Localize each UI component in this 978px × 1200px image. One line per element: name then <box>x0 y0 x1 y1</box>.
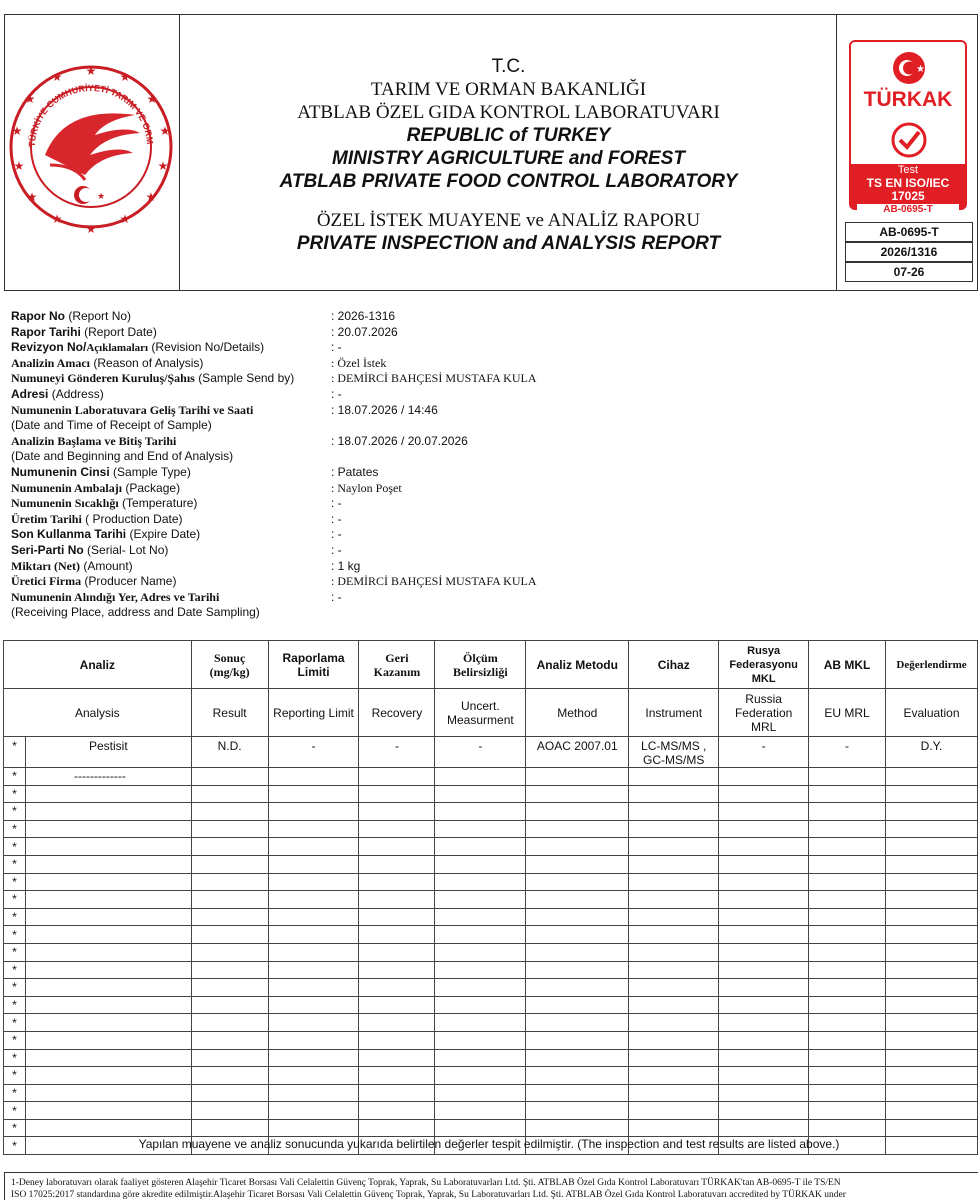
svg-text:★: ★ <box>145 190 157 204</box>
ministry-en: MINISTRY AGRICULTURE and FOREST <box>332 148 685 169</box>
col-header-en: Russia Federation MRL <box>719 689 809 737</box>
svg-text:★: ★ <box>51 70 63 84</box>
svg-text:★: ★ <box>97 192 106 202</box>
info-row: Numunenin Sıcaklığı (Temperature) : - <box>11 496 342 511</box>
cell-result: N.D. <box>191 737 268 768</box>
svg-text:★: ★ <box>146 92 158 106</box>
info-row: Adresi (Address) : - <box>11 386 342 401</box>
svg-text:★: ★ <box>13 159 25 173</box>
ministry-tr: TARIM VE ORMAN BAKANLIĞI <box>370 79 647 100</box>
svg-text:★: ★ <box>11 124 23 138</box>
turkak-logo <box>849 40 967 215</box>
col-header: AB MKL <box>809 641 886 689</box>
cell-analysis: Pestisit <box>25 737 191 768</box>
svg-text:★: ★ <box>119 212 131 226</box>
check-icon <box>889 120 929 160</box>
table-row: * <box>4 1102 978 1120</box>
table-row: * <box>4 1137 978 1155</box>
report-title-en: PRIVATE INSPECTION and ANALYSIS REPORT <box>296 233 721 254</box>
info-row: Analizin Başlama ve Bitiş Tarihi : 18.07.2026 / 20.07.2026 <box>11 433 468 448</box>
col-header-en: Instrument <box>629 689 719 737</box>
table-row: * <box>4 873 978 891</box>
info-row: Seri-Parti No (Serial- Lot No) : - <box>11 542 342 557</box>
info-row: Son Kullanma Tarihi (Expire Date) : - <box>11 527 342 542</box>
svg-text:★: ★ <box>24 92 36 106</box>
turkak-standard: TS EN ISO/IEC 17025 <box>866 176 950 203</box>
col-header: Analiz <box>4 641 192 689</box>
table-row: * <box>4 926 978 944</box>
turkak-code: AB-0695-T <box>857 204 959 215</box>
table-row: * <box>4 785 978 803</box>
info-row: Numunenin Cinsi (Sample Type) : Patates <box>11 464 379 479</box>
info-row: (Date and Beginning and End of Analysis) <box>11 449 234 464</box>
header-row-tr <box>4 641 978 689</box>
col-header-en: Recovery <box>359 689 435 737</box>
table-row: * <box>4 943 978 961</box>
table-row: * <box>4 891 978 909</box>
cell-method: AOAC 2007.01 <box>526 737 629 768</box>
svg-text:★: ★ <box>916 64 925 75</box>
info-row: Revizyon No/Açıklamaları (Revision No/Details) : - <box>11 340 342 355</box>
table-row: * <box>4 1067 978 1085</box>
svg-text:★: ★ <box>119 70 131 84</box>
col-header: Analiz Metodu <box>526 641 629 689</box>
table-row: * <box>4 908 978 926</box>
svg-text:★: ★ <box>157 159 169 173</box>
report-title-tr: ÖZEL İSTEK MUAYENE ve ANALİZ RAPORU <box>316 210 701 231</box>
sample-info <box>11 309 971 621</box>
svg-text:★: ★ <box>159 124 171 138</box>
header-row-en <box>4 689 978 737</box>
col-header-en: Method <box>526 689 629 737</box>
table-row: * Pestisit N.D. - - - AOAC 2007.01 LC-MS/MS , GC-MS/MS - - D.Y. <box>4 737 978 768</box>
header-titles <box>181 15 836 290</box>
turkak-test: Test <box>897 164 919 176</box>
seal-text: TÜRKİYE CUMHURİYETİ TARIM VE ORM <box>26 82 156 148</box>
info-row: Rapor Tarihi (Report Date) : 20.07.2026 <box>11 324 398 339</box>
col-header-en: EU MRL <box>809 689 886 737</box>
tc-title: T.C. <box>491 56 526 77</box>
col-header: Rusya Federasyonu MKL <box>719 641 809 689</box>
col-header-en: Evaluation <box>886 689 978 737</box>
turkak-band <box>851 164 965 215</box>
col-header-en: Result <box>191 689 268 737</box>
info-row: Numuneyi Gönderen Kuruluş/Şahıs (Sample Send by) : DEMİRCİ BAHÇESİ MUSTAFA KULA <box>11 371 537 386</box>
col-header: Geri Kazanım <box>359 641 435 689</box>
cell-instrument: LC-MS/MS , GC-MS/MS <box>629 737 719 768</box>
empty-rows <box>4 785 978 1154</box>
accreditation-footer <box>4 1172 978 1200</box>
table-row: * <box>4 996 978 1014</box>
info-row: Üretim Tarihi ( Production Date) : - <box>11 511 342 526</box>
col-header: Cihaz <box>629 641 719 689</box>
table-row: * ------------- <box>4 768 978 786</box>
results-table <box>3 640 978 1155</box>
svg-text:★: ★ <box>85 64 97 78</box>
info-row: Üretici Firma (Producer Name) : DEMİRCİ BAHÇESİ MUSTAFA KULA <box>11 574 537 589</box>
info-row: Rapor No (Report No) : 2026-1316 <box>11 309 396 323</box>
info-row: Numunenin Alındığı Yer, Adres ve Tarihi : - <box>11 589 342 604</box>
ministry-seal-icon <box>5 15 180 290</box>
col-header-en: Analysis <box>4 689 192 737</box>
lab-en: ATBLAB PRIVATE FOOD CONTROL LABORATORY <box>279 171 738 192</box>
report-header <box>4 14 978 291</box>
info-row: Numunenin Ambalajı (Package) : Naylon Poşet <box>11 480 402 495</box>
code-box-accreditation: AB-0695-T <box>845 222 973 242</box>
accreditation-cell <box>836 15 978 290</box>
info-row: Numunenin Laboratuvara Geliş Tarihi ve Saati : 18.07.2026 / 14:46 <box>11 402 438 417</box>
table-row: * <box>4 1084 978 1102</box>
footer-line: 1-Deney laboratuvarı olarak faaliyet gösteren Alaşehir Ticaret Borsası Vali Celalettin Güvenç Toprak, Yaprak, Su Laboratuvarları Ltd. Şti. ATBLAB Özel Gıda Kontrol Laboratuvarı TÜRKAK'tan AB-0695-T ile TS/EN <box>11 1178 841 1188</box>
table-row: * <box>4 1014 978 1032</box>
col-header: Ölçüm Belirsizliği <box>435 641 526 689</box>
info-row: (Receiving Place, address and Date Sampling) <box>11 605 260 620</box>
republic-en: REPUBLIC of TURKEY <box>406 125 611 146</box>
svg-text:★: ★ <box>85 222 97 236</box>
cell-evaluation: D.Y. <box>886 737 978 768</box>
table-row: * <box>4 961 978 979</box>
table-row: * <box>4 803 978 821</box>
table-row: * <box>4 1049 978 1067</box>
code-box-report: 2026/1316 <box>845 242 973 262</box>
lab-tr: ATBLAB ÖZEL GIDA KONTROL LABORATUVARI <box>297 102 720 123</box>
info-row: (Date and Time of Receipt of Sample) <box>11 418 212 433</box>
footer-line: ISO 17025:2017 standardına göre akredite edilmiştir.Alaşehir Ticaret Borsası Vali Celalettin Güvenç Toprak, Yaprak, Su Laboratuvarları Ltd. Şti. ATBLAB Özel Gıda Kontrol Laboratuvarı accredited by TÜRKAK under <box>11 1190 846 1200</box>
col-header: Raporlama Limiti <box>268 641 359 689</box>
col-header-en: Uncert. Measurment <box>435 689 526 737</box>
table-row: * <box>4 1119 978 1137</box>
table-row: * <box>4 1031 978 1049</box>
ministry-seal-cell <box>5 15 180 290</box>
col-header: Sonuç (mg/kg) <box>191 641 268 689</box>
table-row: * <box>4 855 978 873</box>
col-header: Değerlendirme <box>886 641 978 689</box>
info-row: Miktarı (Net) (Amount) : 1 kg <box>11 558 361 573</box>
code-box-revision: 07-26 <box>845 262 973 282</box>
table-row: * <box>4 838 978 856</box>
table-row: * <box>4 979 978 997</box>
col-header-en: Reporting Limit <box>268 689 359 737</box>
results-footnote: Yapılan muayene ve analiz sonucunda yukarıda belirtilen değerler tespit edilmiştir. (The inspection and test results are listed above.) <box>138 1137 840 1151</box>
turkak-brand: TÜRKAK <box>863 88 953 111</box>
svg-text:★: ★ <box>26 190 38 204</box>
info-row: Analizin Amacı (Reason of Analysis) : Özel İstek <box>11 355 387 370</box>
table-row: * <box>4 820 978 838</box>
svg-text:★: ★ <box>51 212 63 226</box>
turkak-emblem-icon <box>891 50 927 86</box>
